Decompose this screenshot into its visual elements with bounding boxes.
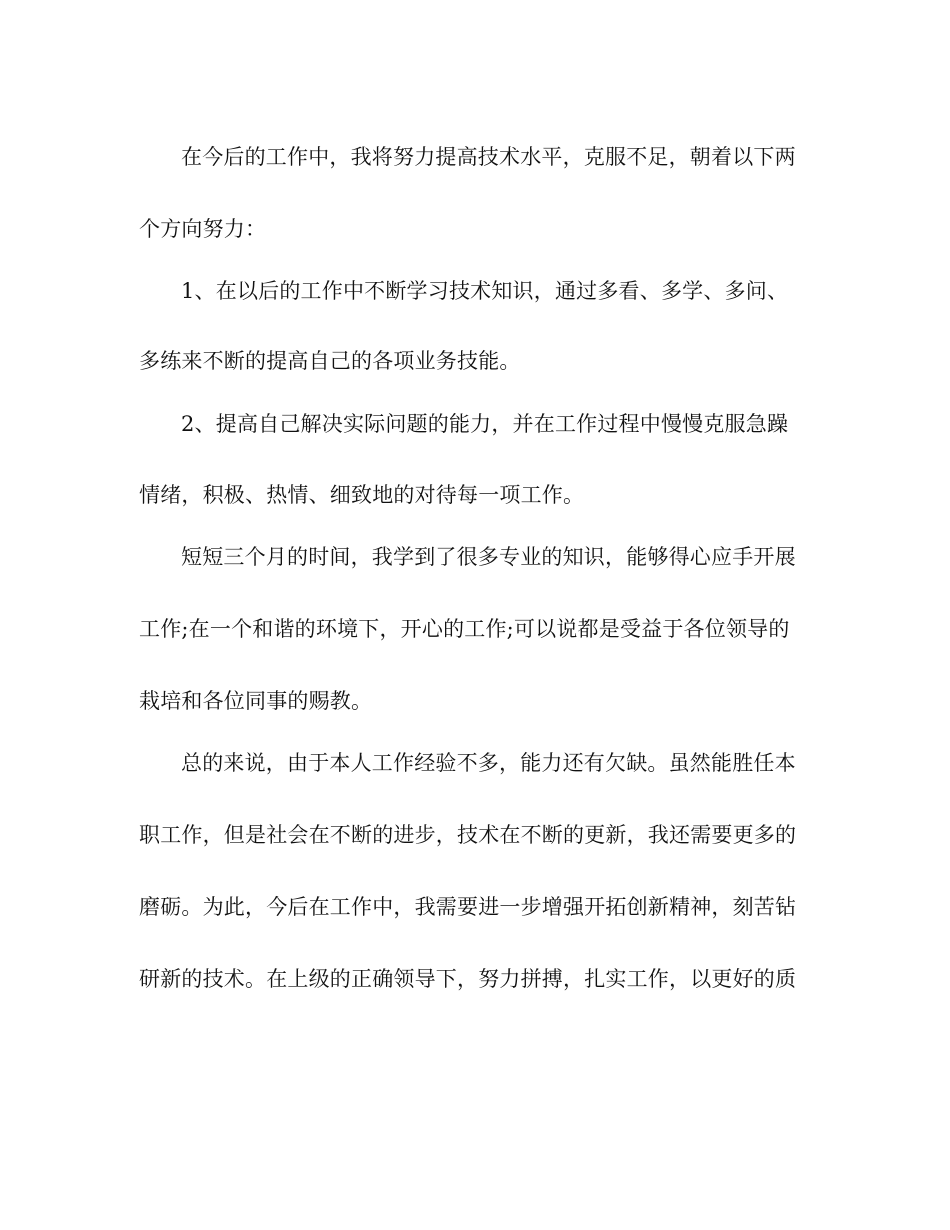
paragraph-5-line-4: 研新的技术。在上级的正确领导下，努力拼搏，扎实工作，以更好的质 <box>139 967 797 991</box>
paragraph-1-line-1: 在今后的工作中，我将努力提高技术水平，克服不足，朝着以下两 <box>181 145 796 169</box>
paragraph-2-line-2: 多练来不断的提高自己的各项业务技能。 <box>139 349 521 373</box>
paragraph-2-line-1: 1、在以后的工作中不断学习技术知识，通过多看、多学、多问、 <box>181 279 789 303</box>
paragraph-4-line-3: 栽培和各位同事的赐教。 <box>139 689 373 713</box>
paragraph-5-line-1: 总的来说，由于本人工作经验不多，能力还有欠缺。虽然能胜任本 <box>181 751 796 775</box>
paragraph-3-line-1: 2、提高自己解决实际问题的能力，并在工作过程中慢慢克服急躁 <box>181 412 789 436</box>
paragraph-3-line-2: 情绪，积极、热情、细致地的对待每一项工作。 <box>139 483 585 507</box>
paragraph-4-line-1: 短短三个月的时间，我学到了很多专业的知识，能够得心应手开展 <box>181 545 796 569</box>
paragraph-5-line-3: 磨砺。为此，今后在工作中，我需要进一步增强开拓创新精神，刻苦钻 <box>139 895 797 919</box>
paragraph-4-line-2: 工作;在一个和谐的环境下，开心的工作;可以说都是受益于各位领导的 <box>139 617 790 641</box>
paragraph-1-line-2: 个方向努力： <box>139 217 267 241</box>
paragraph-5-line-2: 职工作，但是社会在不断的进步，技术在不断的更新，我还需要更多的 <box>139 823 797 847</box>
